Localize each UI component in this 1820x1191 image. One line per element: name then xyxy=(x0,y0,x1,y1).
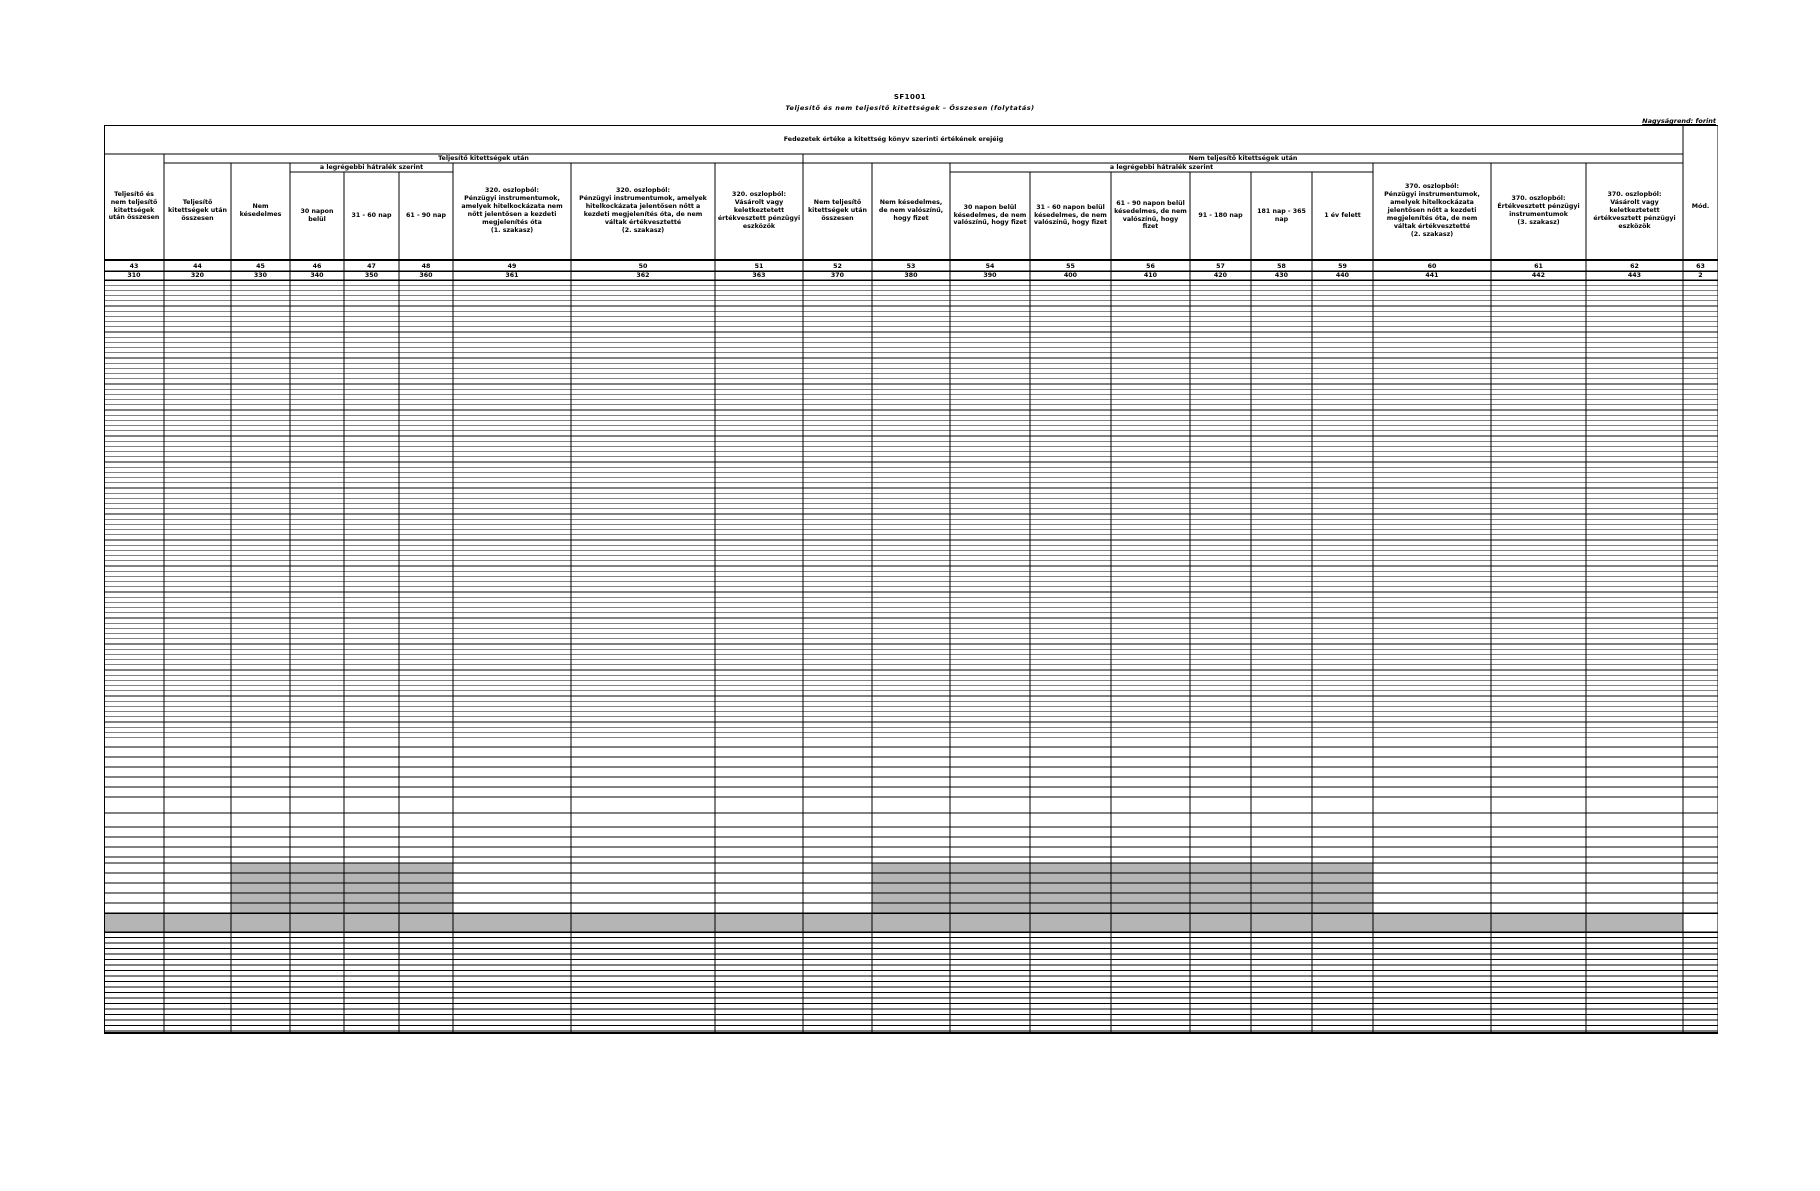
column-row-code: 440 xyxy=(1335,272,1350,279)
column-row-code: 330 xyxy=(253,272,268,279)
column-row-code: 430 xyxy=(1274,272,1289,279)
column-row-code: 443 xyxy=(1627,272,1642,279)
column-row-code: 400 xyxy=(1063,272,1078,279)
header-performing-past-due: a legrégebbi hátralék szerint xyxy=(319,163,424,171)
shaded-cell xyxy=(399,863,453,913)
column-row-code: 363 xyxy=(752,272,766,279)
header-performing-group: Teljesítő kitettségek után xyxy=(438,154,529,162)
column-header: Mód. xyxy=(1691,202,1710,210)
column-number: 59 xyxy=(1338,263,1347,270)
column-number: 45 xyxy=(256,263,265,270)
column-row-code: 310 xyxy=(127,272,141,279)
column-number: 50 xyxy=(638,263,648,270)
header-nonperforming-group: Nem teljesítő kitettségek után xyxy=(1188,154,1298,162)
column-row-code: 340 xyxy=(310,272,324,279)
unit-note: Nagyságrend: forint xyxy=(1642,117,1716,125)
column-row-code: 420 xyxy=(1213,272,1228,279)
shaded-cell xyxy=(872,863,950,913)
column-row-code: 380 xyxy=(904,272,918,279)
column-number: 48 xyxy=(421,263,431,270)
report-subtitle: Teljesítő és nem teljesítő kitettségek – Összesen (folytatás) xyxy=(785,104,1035,112)
column-number: 52 xyxy=(833,263,842,270)
column-header: 370. oszlopból: Értékvesztett pénzügyi instrumentumok (3. szakasz) xyxy=(1497,195,1580,226)
shaded-cell xyxy=(1312,863,1373,913)
column-header: Nem teljesítő kitettségek után összesen xyxy=(807,199,868,222)
column-row-code: 442 xyxy=(1531,272,1546,279)
shaded-cell xyxy=(344,863,399,913)
column-row-code: 441 xyxy=(1425,272,1439,279)
column-number: 44 xyxy=(193,263,202,270)
column-header: Teljesítő és nem teljesítő kitettségek után összesen xyxy=(108,190,160,222)
column-row-code: 2 xyxy=(1698,272,1703,279)
header-nonperforming-past-due: a legrégebbi hátralék szerint xyxy=(1109,163,1214,171)
column-number: 54 xyxy=(985,263,995,270)
column-number: 46 xyxy=(312,263,322,270)
column-header: 370. oszlopból: Pénzügyi instrumentumok, amelyek hitelkockázata jelentősen nőtt a kezdeti megjelenítés óta, de nem váltak értékvesztetté (2. szakasz) xyxy=(1384,183,1480,238)
column-header: 61 - 90 napon belül késedelmes, de nem valószínű, hogy fizet xyxy=(1114,199,1187,231)
column-row-code: 390 xyxy=(983,272,997,279)
shaded-cell xyxy=(1030,863,1111,913)
column-row-code: 350 xyxy=(364,272,379,279)
column-header: 31 - 60 nap xyxy=(351,211,392,219)
report-table xyxy=(104,125,1718,1035)
column-header: 320. oszlopból: Pénzügyi instrumentumok, amelyek hitelkockázata jelentősen nőtt a kezdeti megjelenítés óta, de nem váltak értékvesztetté (2. szakasz) xyxy=(579,187,707,234)
column-header: 320. oszlopból: Pénzügyi instrumentumok, amelyek hitelkockázata nem nőtt jelentősen a kezdeti megjelenítés óta (1. szakasz) xyxy=(461,187,563,234)
column-header: 30 napon belül késedelmes, de nem valószínű, hogy fizet xyxy=(953,203,1027,227)
shaded-cell xyxy=(1111,863,1190,913)
column-row-code: 361 xyxy=(505,272,519,279)
shaded-row xyxy=(104,913,1683,932)
shaded-cell xyxy=(1190,863,1251,913)
shaded-cell xyxy=(290,863,344,913)
column-row-code: 320 xyxy=(190,272,205,279)
shaded-cell xyxy=(950,863,1030,913)
column-number: 47 xyxy=(367,263,376,270)
column-number: 51 xyxy=(754,263,764,270)
column-row-code: 362 xyxy=(636,272,650,279)
column-header: 1 év felett xyxy=(1324,211,1361,219)
column-header: Nem késedelmes xyxy=(239,203,282,218)
column-number: 49 xyxy=(507,263,517,270)
shaded-cell xyxy=(231,863,290,913)
column-number: 61 xyxy=(1534,263,1543,270)
column-number: 60 xyxy=(1427,263,1437,270)
column-header: 181 nap - 365 nap xyxy=(1257,207,1306,223)
column-number: 55 xyxy=(1066,263,1075,270)
column-header: 31 - 60 napon belül késedelmes, de nem valószínű, hogy fizet xyxy=(1033,203,1108,227)
column-number: 62 xyxy=(1630,263,1639,270)
shaded-cell xyxy=(1251,863,1312,913)
column-number: 63 xyxy=(1696,263,1705,270)
column-header: Nem késedelmes, de nem valószínű, hogy fizet xyxy=(878,199,944,222)
column-number: 58 xyxy=(1277,263,1286,270)
column-number: 53 xyxy=(906,263,916,270)
column-number: 56 xyxy=(1146,263,1155,270)
header-collateral-value: Fedezetek értéke a kitettség könyv szerinti értékének erejéig xyxy=(783,135,1004,143)
column-number: 57 xyxy=(1216,263,1225,270)
report-code: SF1001 xyxy=(893,93,927,101)
column-row-code: 360 xyxy=(419,272,433,279)
column-header: 30 napon belül xyxy=(300,207,334,223)
column-header: Teljesítő kitettségek után összesen xyxy=(167,199,228,222)
column-header: 320. oszlopból: Vásárolt vagy keletkeztetett értékvesztett pénzügyi eszközök xyxy=(717,191,801,230)
column-header: 61 - 90 nap xyxy=(406,211,446,219)
column-row-code: 410 xyxy=(1143,272,1158,279)
column-row-code: 370 xyxy=(830,272,845,279)
column-header: 370. oszlopból: Vásárolt vagy keletkeztetett értékvesztett pénzügyi eszközök xyxy=(1593,191,1676,230)
column-header: 91 - 180 nap xyxy=(1198,211,1243,219)
column-number: 43 xyxy=(129,263,139,270)
